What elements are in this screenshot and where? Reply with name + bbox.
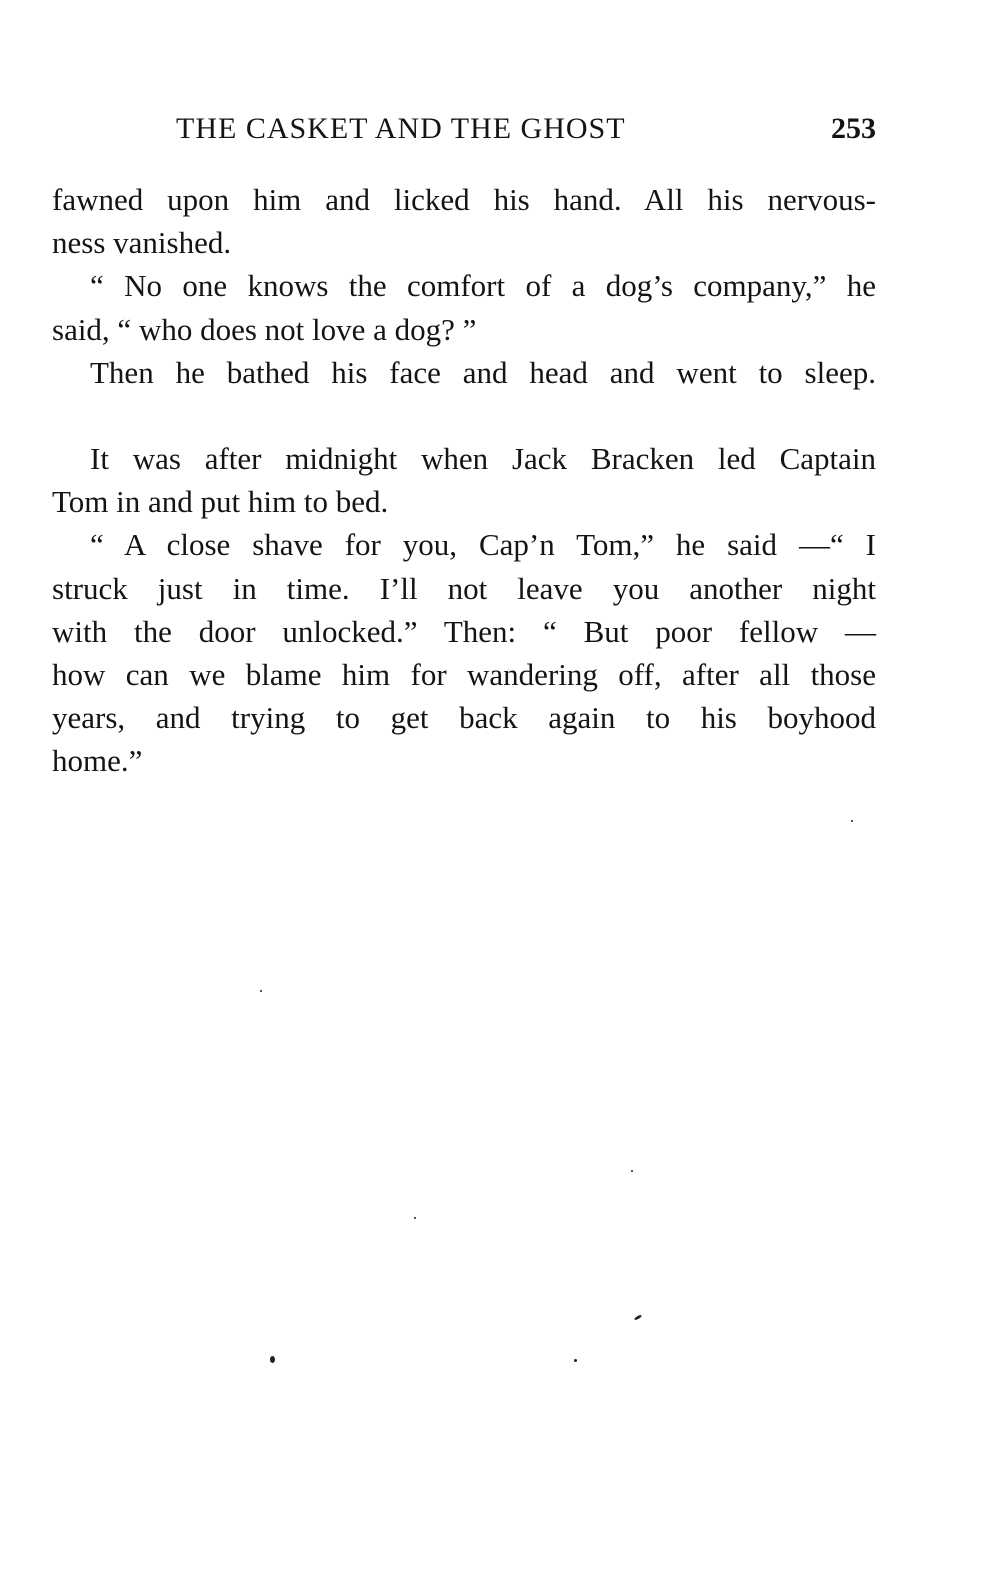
text-line: Tom in and put him to bed. xyxy=(52,484,389,520)
running-header xyxy=(176,112,876,152)
page-number: 253 xyxy=(831,112,876,145)
text-line: “ A close shave for you, Cap’n Tom,” he said —“ I xyxy=(90,527,876,563)
scan-speck xyxy=(851,820,853,822)
text-line: fawned upon him and licked his hand. All his nervous- xyxy=(52,182,876,217)
text-line: how can we blame him for wandering off, after all those xyxy=(52,657,876,693)
paragraph-block-2 xyxy=(52,437,876,783)
text-line: “ No one knows the comfort of a dog’s company,” he xyxy=(90,268,876,304)
scan-speck xyxy=(414,1217,416,1219)
text-line: It was after midnight when Jack Bracken led Captain xyxy=(90,441,876,476)
text-line: said, “ who does not love a dog? ” xyxy=(52,311,477,347)
text-line: home.” xyxy=(52,743,143,779)
text-line: Then he bathed his face and head and went to sleep. xyxy=(90,354,876,390)
scan-speck xyxy=(260,990,262,992)
text-line: with the door unlocked.” Then: “ But poor fellow — xyxy=(52,613,876,649)
scan-speck xyxy=(631,1170,633,1172)
scan-speck xyxy=(270,1356,275,1363)
text-line: struck just in time. I’ll not leave you another night xyxy=(52,570,876,606)
scan-speck xyxy=(634,1314,642,1321)
running-title: THE CASKET AND THE GHOST xyxy=(176,112,626,145)
scan-speck xyxy=(574,1359,577,1362)
text-line: years, and trying to get back again to his boyhood xyxy=(52,700,876,736)
text-line: ness vanished. xyxy=(52,225,232,261)
paragraph-block-1 xyxy=(52,178,876,394)
